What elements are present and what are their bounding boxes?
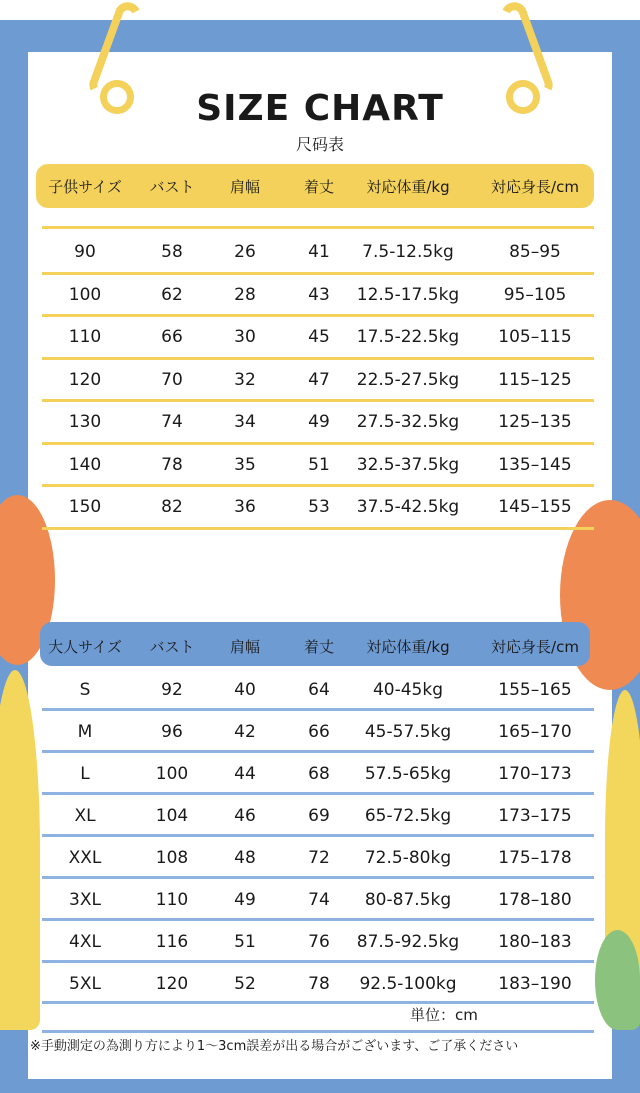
- table-cell: 92.5-100kg: [359, 974, 457, 994]
- table-cell: 130: [68, 412, 102, 432]
- row-divider: [42, 527, 594, 530]
- table-cell: 28: [234, 285, 256, 305]
- table-cell: L: [80, 764, 90, 784]
- table-cell: 34: [234, 412, 256, 432]
- table-row: [30, 712, 610, 752]
- table-cell: 64: [308, 680, 330, 700]
- column-header: 子供サイズ: [48, 177, 122, 196]
- table-cell: 74: [161, 412, 183, 432]
- page-subtitle: 尺码表: [295, 135, 344, 154]
- table-row: [30, 754, 610, 794]
- table-cell: 178–180: [498, 890, 572, 910]
- row-divider: [42, 226, 594, 229]
- column-header: 大人サイズ: [48, 637, 122, 656]
- row-divider: [42, 399, 594, 402]
- row-divider: [42, 1001, 594, 1004]
- table-cell: 17.5-22.5kg: [356, 327, 460, 347]
- table-cell: 140: [68, 455, 102, 475]
- table-cell: 45: [308, 327, 330, 347]
- table-cell: 66: [161, 327, 183, 347]
- table-row: [30, 880, 610, 920]
- table-cell: 12.5-17.5kg: [356, 285, 460, 305]
- table-cell: 3XL: [69, 890, 101, 910]
- table-cell: 180–183: [498, 932, 572, 952]
- table-cell: 155–165: [498, 680, 572, 700]
- table-cell: 47: [308, 370, 330, 390]
- column-header: 着丈: [303, 637, 334, 656]
- table-cell: 46: [234, 806, 256, 826]
- table-cell: 108: [155, 848, 189, 868]
- table-cell: 53: [308, 497, 330, 517]
- table-cell: 92: [161, 680, 183, 700]
- table-cell: 49: [308, 412, 330, 432]
- table-cell: 135–145: [498, 455, 572, 475]
- table-cell: S: [79, 680, 91, 700]
- table-cell: 41: [308, 242, 330, 262]
- column-header: バスト: [149, 177, 195, 196]
- row-divider: [42, 484, 594, 487]
- row-divider: [42, 876, 594, 879]
- table-cell: 82: [161, 497, 183, 517]
- table-cell: XL: [74, 806, 96, 826]
- table-cell: 35: [234, 455, 256, 475]
- table-cell: 40: [234, 680, 256, 700]
- table-cell: 80-87.5kg: [364, 890, 452, 910]
- measurement-note: ※手動測定の為測り方により1〜3cm誤差が出る場合がございます、ご了承ください: [30, 1039, 519, 1054]
- row-divider: [42, 834, 594, 837]
- table-cell: 57.5-65kg: [364, 764, 452, 784]
- table-cell: 78: [161, 455, 183, 475]
- row-divider: [42, 357, 594, 360]
- table-cell: 68: [308, 764, 330, 784]
- table-cell: 74: [308, 890, 330, 910]
- table-row: [30, 275, 610, 315]
- table-cell: 100: [68, 285, 102, 305]
- table-row: [30, 964, 610, 1004]
- table-cell: 44: [234, 764, 256, 784]
- table-cell: 72: [308, 848, 330, 868]
- row-divider: [42, 750, 594, 753]
- table-cell: 51: [308, 455, 330, 475]
- table-cell: 76: [308, 932, 330, 952]
- table-cell: 165–170: [498, 722, 572, 742]
- table-cell: M: [77, 722, 93, 742]
- table-cell: 78: [308, 974, 330, 994]
- table-cell: 62: [161, 285, 183, 305]
- table-cell: 150: [68, 497, 102, 517]
- table-cell: 104: [155, 806, 189, 826]
- table-cell: 70: [161, 370, 183, 390]
- row-divider: [42, 792, 594, 795]
- table-cell: 116: [155, 932, 189, 952]
- adults_table-header-row: [30, 624, 610, 668]
- table-cell: 51: [234, 932, 256, 952]
- table-cell: 100: [155, 764, 189, 784]
- row-divider: [42, 1030, 594, 1033]
- table-cell: 120: [68, 370, 102, 390]
- table-cell: 30: [234, 327, 256, 347]
- kids_table-header-row: [30, 164, 610, 208]
- table-cell: XXL: [68, 848, 102, 868]
- unit-label: 単位：cm: [410, 1006, 478, 1024]
- table-cell: 32: [234, 370, 256, 390]
- table-cell: 183–190: [498, 974, 572, 994]
- table-cell: 125–135: [498, 412, 572, 432]
- row-divider: [42, 314, 594, 317]
- table-row: [30, 838, 610, 878]
- table-cell: 40-45kg: [372, 680, 444, 700]
- column-header: 対応体重/kg: [366, 637, 450, 656]
- row-divider: [42, 708, 594, 711]
- table-cell: 27.5-32.5kg: [356, 412, 460, 432]
- table-cell: 7.5-12.5kg: [362, 242, 454, 262]
- table-cell: 110: [155, 890, 189, 910]
- column-header: 肩幅: [229, 177, 260, 196]
- table-cell: 170–173: [498, 764, 572, 784]
- row-divider: [42, 272, 594, 275]
- table-row: [30, 487, 610, 527]
- row-divider: [42, 960, 594, 963]
- table-cell: 145–155: [498, 497, 572, 517]
- column-header: 着丈: [303, 177, 334, 196]
- column-header: 対応身長/cm: [491, 177, 579, 196]
- table-cell: 22.5-27.5kg: [356, 370, 460, 390]
- table-cell: 96: [161, 722, 183, 742]
- table-cell: 58: [161, 242, 183, 262]
- table-cell: 87.5-92.5kg: [356, 932, 460, 952]
- table-cell: 173–175: [498, 806, 572, 826]
- table-cell: 110: [68, 327, 102, 347]
- table-cell: 69: [308, 806, 330, 826]
- table-cell: 175–178: [498, 848, 572, 868]
- table-cell: 115–125: [498, 370, 572, 390]
- table-row: [30, 670, 610, 710]
- table-cell: 105–115: [498, 327, 572, 347]
- table-cell: 37.5-42.5kg: [356, 497, 460, 517]
- table-row: [30, 402, 610, 442]
- table-cell: 26: [234, 242, 256, 262]
- column-header: 対応体重/kg: [366, 177, 450, 196]
- table-cell: 5XL: [69, 974, 101, 994]
- table-cell: 85–95: [509, 242, 561, 262]
- table-row: [30, 317, 610, 357]
- table-cell: 4XL: [69, 932, 101, 952]
- table-row: [30, 922, 610, 962]
- row-divider: [42, 442, 594, 445]
- table-row: [30, 445, 610, 485]
- table-cell: 49: [234, 890, 256, 910]
- table-cell: 72.5-80kg: [364, 848, 452, 868]
- table-cell: 43: [308, 285, 330, 305]
- table-row: [30, 796, 610, 836]
- table-cell: 65-72.5kg: [364, 806, 452, 826]
- table-cell: 42: [234, 722, 256, 742]
- table-cell: 36: [234, 497, 256, 517]
- table-cell: 52: [234, 974, 256, 994]
- table-cell: 95–105: [503, 285, 567, 305]
- column-header: 肩幅: [229, 637, 260, 656]
- column-header: バスト: [149, 637, 195, 656]
- table-row: [30, 232, 610, 272]
- table-cell: 45-57.5kg: [364, 722, 452, 742]
- page-title: SIZE CHART: [196, 88, 444, 129]
- row-divider: [42, 918, 594, 921]
- table-cell: 90: [74, 242, 96, 262]
- table-cell: 66: [308, 722, 330, 742]
- column-header: 対応身長/cm: [491, 637, 579, 656]
- table-cell: 32.5-37.5kg: [356, 455, 460, 475]
- table-cell: 120: [155, 974, 189, 994]
- table-row: [30, 360, 610, 400]
- table-cell: 48: [234, 848, 256, 868]
